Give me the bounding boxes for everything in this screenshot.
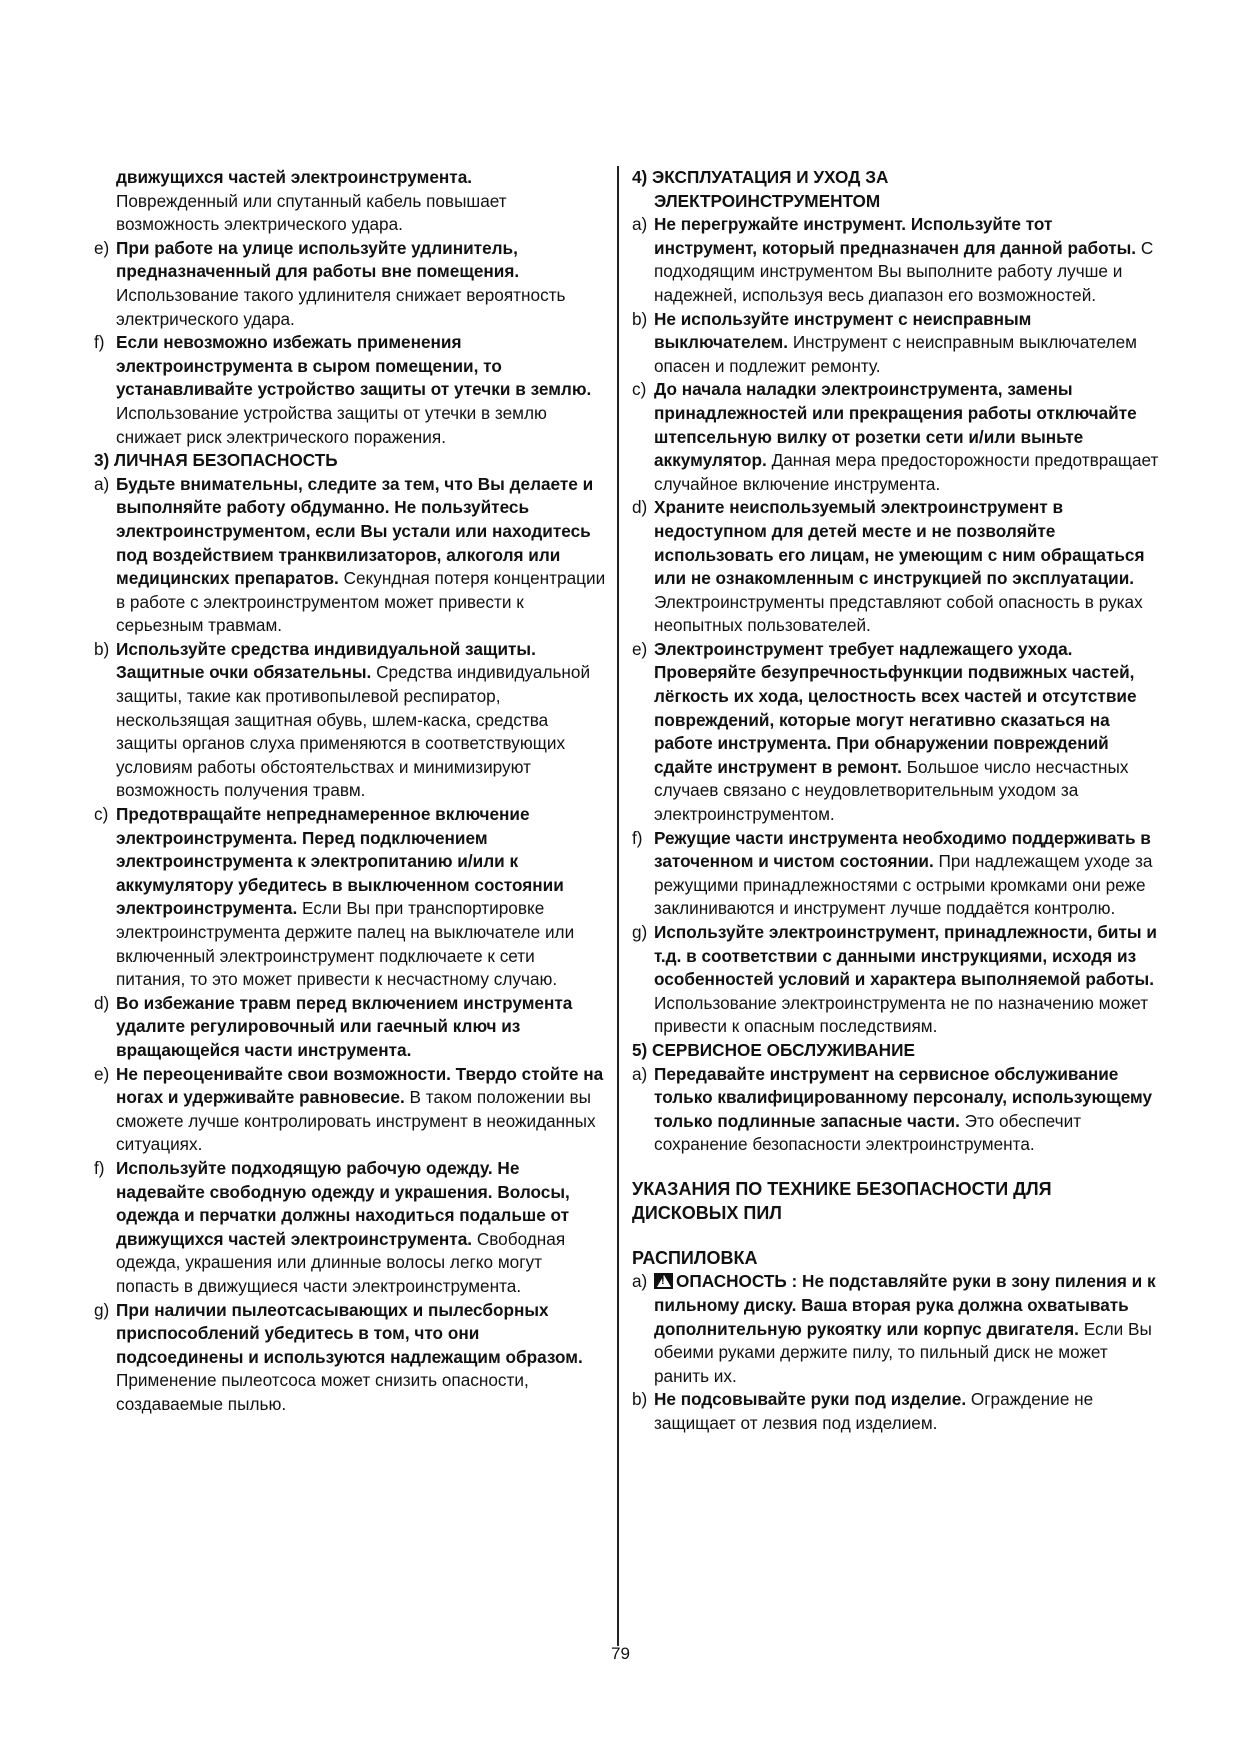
item-label: b): [632, 1389, 648, 1410]
item-label: e): [632, 638, 648, 659]
item-label: f): [94, 332, 105, 353]
list-item-4d: [632, 496, 1160, 638]
saw-safety-heading: УКАЗАНИЯ ПО ТЕХНИКЕ БЕЗОПАСНОСТИ ДЛЯ ДИСКОВЫХ ПИЛ: [632, 1178, 1052, 1224]
item-text: В таком положении вы сможете лучше контролировать инструмент в неожиданных ситуациях.: [116, 1087, 596, 1155]
item-label: f): [94, 1157, 105, 1178]
left-column: [94, 166, 606, 1416]
item-label: d): [94, 992, 110, 1013]
item-bold: Предотвращайте непреднамеренное включение электроинструмента. Перед подключением электроинструмента к электропитанию и/или к аккумулятору убедитесь в выключенном состоянии электроинструмента.: [116, 804, 564, 919]
item-text: Использование устройства защиты от утечки в землю снижает риск электрического поражения.: [116, 402, 547, 447]
item-bold: Если невозможно избежать применения электроинструмента в сыром помещении, то устанавливайте устройство защиты от утечки в землю.: [116, 332, 592, 400]
item-label: c): [94, 804, 109, 825]
item-text: Свободная одежда, украшения или длинные волосы легко могут попасть в движущиеся части электроинструмента.: [116, 1228, 566, 1296]
item-text: Данная мера предосторожности предотвращает случайное включение инструмента.: [654, 450, 1159, 494]
item-bold: Используйте подходящую рабочую одежду. Не надевайте свободную одежду и украшения. Волосы, одежда и перчатки должны находиться подальше от движущихся частей электроинструмента.: [116, 1157, 570, 1249]
list-item-4g: [632, 921, 1160, 1039]
item-text: Электроинструменты представляют собой опасность в руках неопытных пользователей.: [654, 591, 1143, 636]
list-item-3e: [94, 1063, 606, 1157]
list-item-3c: [94, 803, 606, 992]
item-text: Использование такого удлинителя снижает вероятность электрического удара.: [116, 284, 566, 329]
item-bold: Электроинструмент требует надлежащего ухода. Проверяйте безупречностьфункции подвижных частей, лёгкость их хода, целостность всех частей и отсутствие повреждений, которые могут негативно сказаться на работе инструмента. При обнаружении повреждений сдайте инструмент в ремонт.: [654, 638, 1137, 777]
list-item-3f: [94, 1157, 606, 1299]
item-label: d): [632, 497, 648, 518]
item-text: С подходящим инструментом Вы выполните работу лучше и надежней, используя весь диапазон его возможностей.: [654, 237, 1154, 305]
item-text: При надлежащем уходе за режущими принадлежностями с острыми кромками они реже заклиниваются и инструмент лучше поддаётся контролю.: [654, 851, 1153, 919]
item-bold: Используйте электроинструмент, принадлежности, биты и т.д. в соответствии с данными инструкциями, исходя из особенностей условий и характера выполняемой работы.: [654, 922, 1157, 990]
item-bold: До начала наладки электроинструмента, замены принадлежностей или прекращения работы отключайте штепсельную вилку от розетки сети и/или выньте аккумулятор.: [654, 379, 1137, 471]
list-item-3b: [94, 638, 606, 803]
list-item-4e: [632, 638, 1160, 827]
column-divider: [617, 166, 619, 1646]
item-bold: Во избежание травм перед включением инструмента удалите регулировочный или гаечный ключ из вращающейся части инструмента.: [116, 992, 573, 1060]
intro-bold: движущихся частей электроинструмента.: [116, 167, 473, 187]
item-bold: Не используйте инструмент с неисправным выключателем.: [654, 308, 1032, 353]
item-label: f): [632, 827, 643, 848]
list-item-5a: [632, 1063, 1160, 1157]
item-text: Средства индивидуальной защиты, такие как противопылевой респиратор, нескользящая защитная обувь, шлем-каска, средства защиты органов слуха применяются в соответствующих условиям работы обстоятельствах и минимизируют возможность получения травм.: [116, 662, 591, 801]
list-item-4f: [632, 827, 1160, 921]
item-text: Это обеспечит сохранение безопасности электроинструмента.: [654, 1110, 1082, 1155]
section-4-heading: [632, 166, 1160, 213]
danger-label: ОПАСНОСТЬ :: [676, 1271, 798, 1292]
item-label: a): [632, 1063, 648, 1084]
item-bold: Используйте средства индивидуальной защиты. Защитные очки обязательны.: [116, 638, 536, 683]
list-item-2e: [94, 237, 606, 331]
intro-text: Поврежденный или спутанный кабель повышает возможность электрического удара.: [116, 190, 507, 235]
page-number: 79: [611, 1644, 630, 1663]
list-item-4b: [632, 308, 1160, 379]
item-text: Ограждение не защищает от лезвия под изделием.: [654, 1389, 1094, 1433]
list-item-4c: [632, 378, 1160, 496]
section-4-heading-line2: ЭЛЕКТРОИНСТРУМЕНТОМ: [654, 190, 881, 211]
item-text: Инструмент с неисправным выключателем опасен и подлежит ремонту.: [654, 332, 1137, 376]
item-text: Применение пылеотсоса может снизить опасности, создаваемые пылью.: [116, 1370, 529, 1414]
item-bold: При наличии пылеотсасывающих и пылесборных приспособлений убедитесь в том, что они подсоединены и используются надлежащим образом.: [116, 1299, 583, 1367]
item-bold: Передавайте инструмент на сервисное обслуживание только квалифицированному персоналу, использующему только подлинные запасные части.: [654, 1063, 1153, 1131]
item-bold: Не подсовывайте руки под изделие.: [654, 1389, 967, 1410]
item-text: Использование электроинструмента не по назначению может привести к опасным последствиям.: [654, 992, 1149, 1037]
spacer: [632, 1157, 1160, 1177]
section-4-heading-line1: 4) ЭКСПЛУАТАЦИЯ И УХОД ЗА: [632, 167, 889, 187]
section-3-heading: 3) ЛИЧНАЯ БЕЗОПАСНОСТЬ: [94, 450, 338, 471]
item-bold: При работе на улице используйте удлинитель, предназначенный для работы вне помещения.: [116, 237, 520, 282]
item-bold: Не подставляйте руки в зону пиления и к пильному диску. Ваша вторая рука должна охватывать дополнительную рукоятку или корпус двигателя.: [654, 1271, 1156, 1339]
item-label: g): [632, 922, 648, 942]
item-bold: Будьте внимательны, следите за тем, что Вы делаете и выполняйте работу обдуманно. Не пользуйтесь электроинструментом, если Вы устали или находитесь под воздействием транквилизаторов, алкоголя или медицинских препаратов.: [116, 473, 594, 589]
item-label: e): [94, 237, 110, 258]
item-label: e): [94, 1063, 110, 1084]
list-item-3d: [94, 992, 606, 1063]
item-text: Секундная потеря концентрации в работе с электроинструментом может привести к серьезным травмам.: [116, 568, 606, 636]
item-label: b): [94, 638, 110, 659]
section-5-heading: 5) СЕРВИСНОЕ ОБСЛУЖИВАНИЕ: [632, 1039, 915, 1060]
intro-paragraph: [94, 166, 606, 237]
item-bold: Не перегружайте инструмент. Используйте тот инструмент, который предназначен для данной работы.: [654, 214, 1137, 258]
item-bold: Храните неиспользуемый электроинструмент в недоступном для детей месте и не позволяйте использовать его лицам, не умеющим с ним обращаться или не ознакомленным с инструкцией по эксплуатации.: [654, 497, 1145, 589]
warning-triangle-icon: [654, 1273, 673, 1289]
item-text: Если Вы обеими руками держите пилу, то пильный диск не может ранить их.: [654, 1318, 1152, 1386]
item-label: b): [632, 308, 648, 329]
item-label: a): [632, 214, 648, 235]
list-item-4a: [632, 213, 1160, 307]
item-label: c): [632, 379, 647, 400]
list-item-2f: [94, 331, 606, 449]
spacer: [632, 1226, 1160, 1246]
list-item-cut-a: [632, 1270, 1160, 1388]
cutting-heading: РАСПИЛОВКА: [632, 1247, 758, 1268]
list-item-cut-b: [632, 1388, 1160, 1435]
item-label: a): [632, 1271, 648, 1292]
right-column: [632, 166, 1160, 1436]
list-item-3g: [94, 1299, 606, 1417]
list-item-3a: [94, 473, 606, 638]
item-bold: Режущие части инструмента необходимо поддерживать в заточенном и чистом состоянии.: [654, 827, 1151, 872]
item-text: Если Вы при транспортировке электроинструмента держите палец на выключателе или включенный электроинструмент подключаете к сети питания, то это может привести к несчастному случаю.: [116, 898, 575, 990]
item-text: Большое число несчастных случаев связано с неудовлетворительным уходом за электроинструментом.: [654, 756, 1129, 825]
item-bold: Не переоценивайте свои возможности. Твердо стойте на ногах и удерживайте равновесие.: [116, 1063, 604, 1108]
item-label: g): [94, 1299, 110, 1320]
item-label: a): [94, 473, 110, 494]
